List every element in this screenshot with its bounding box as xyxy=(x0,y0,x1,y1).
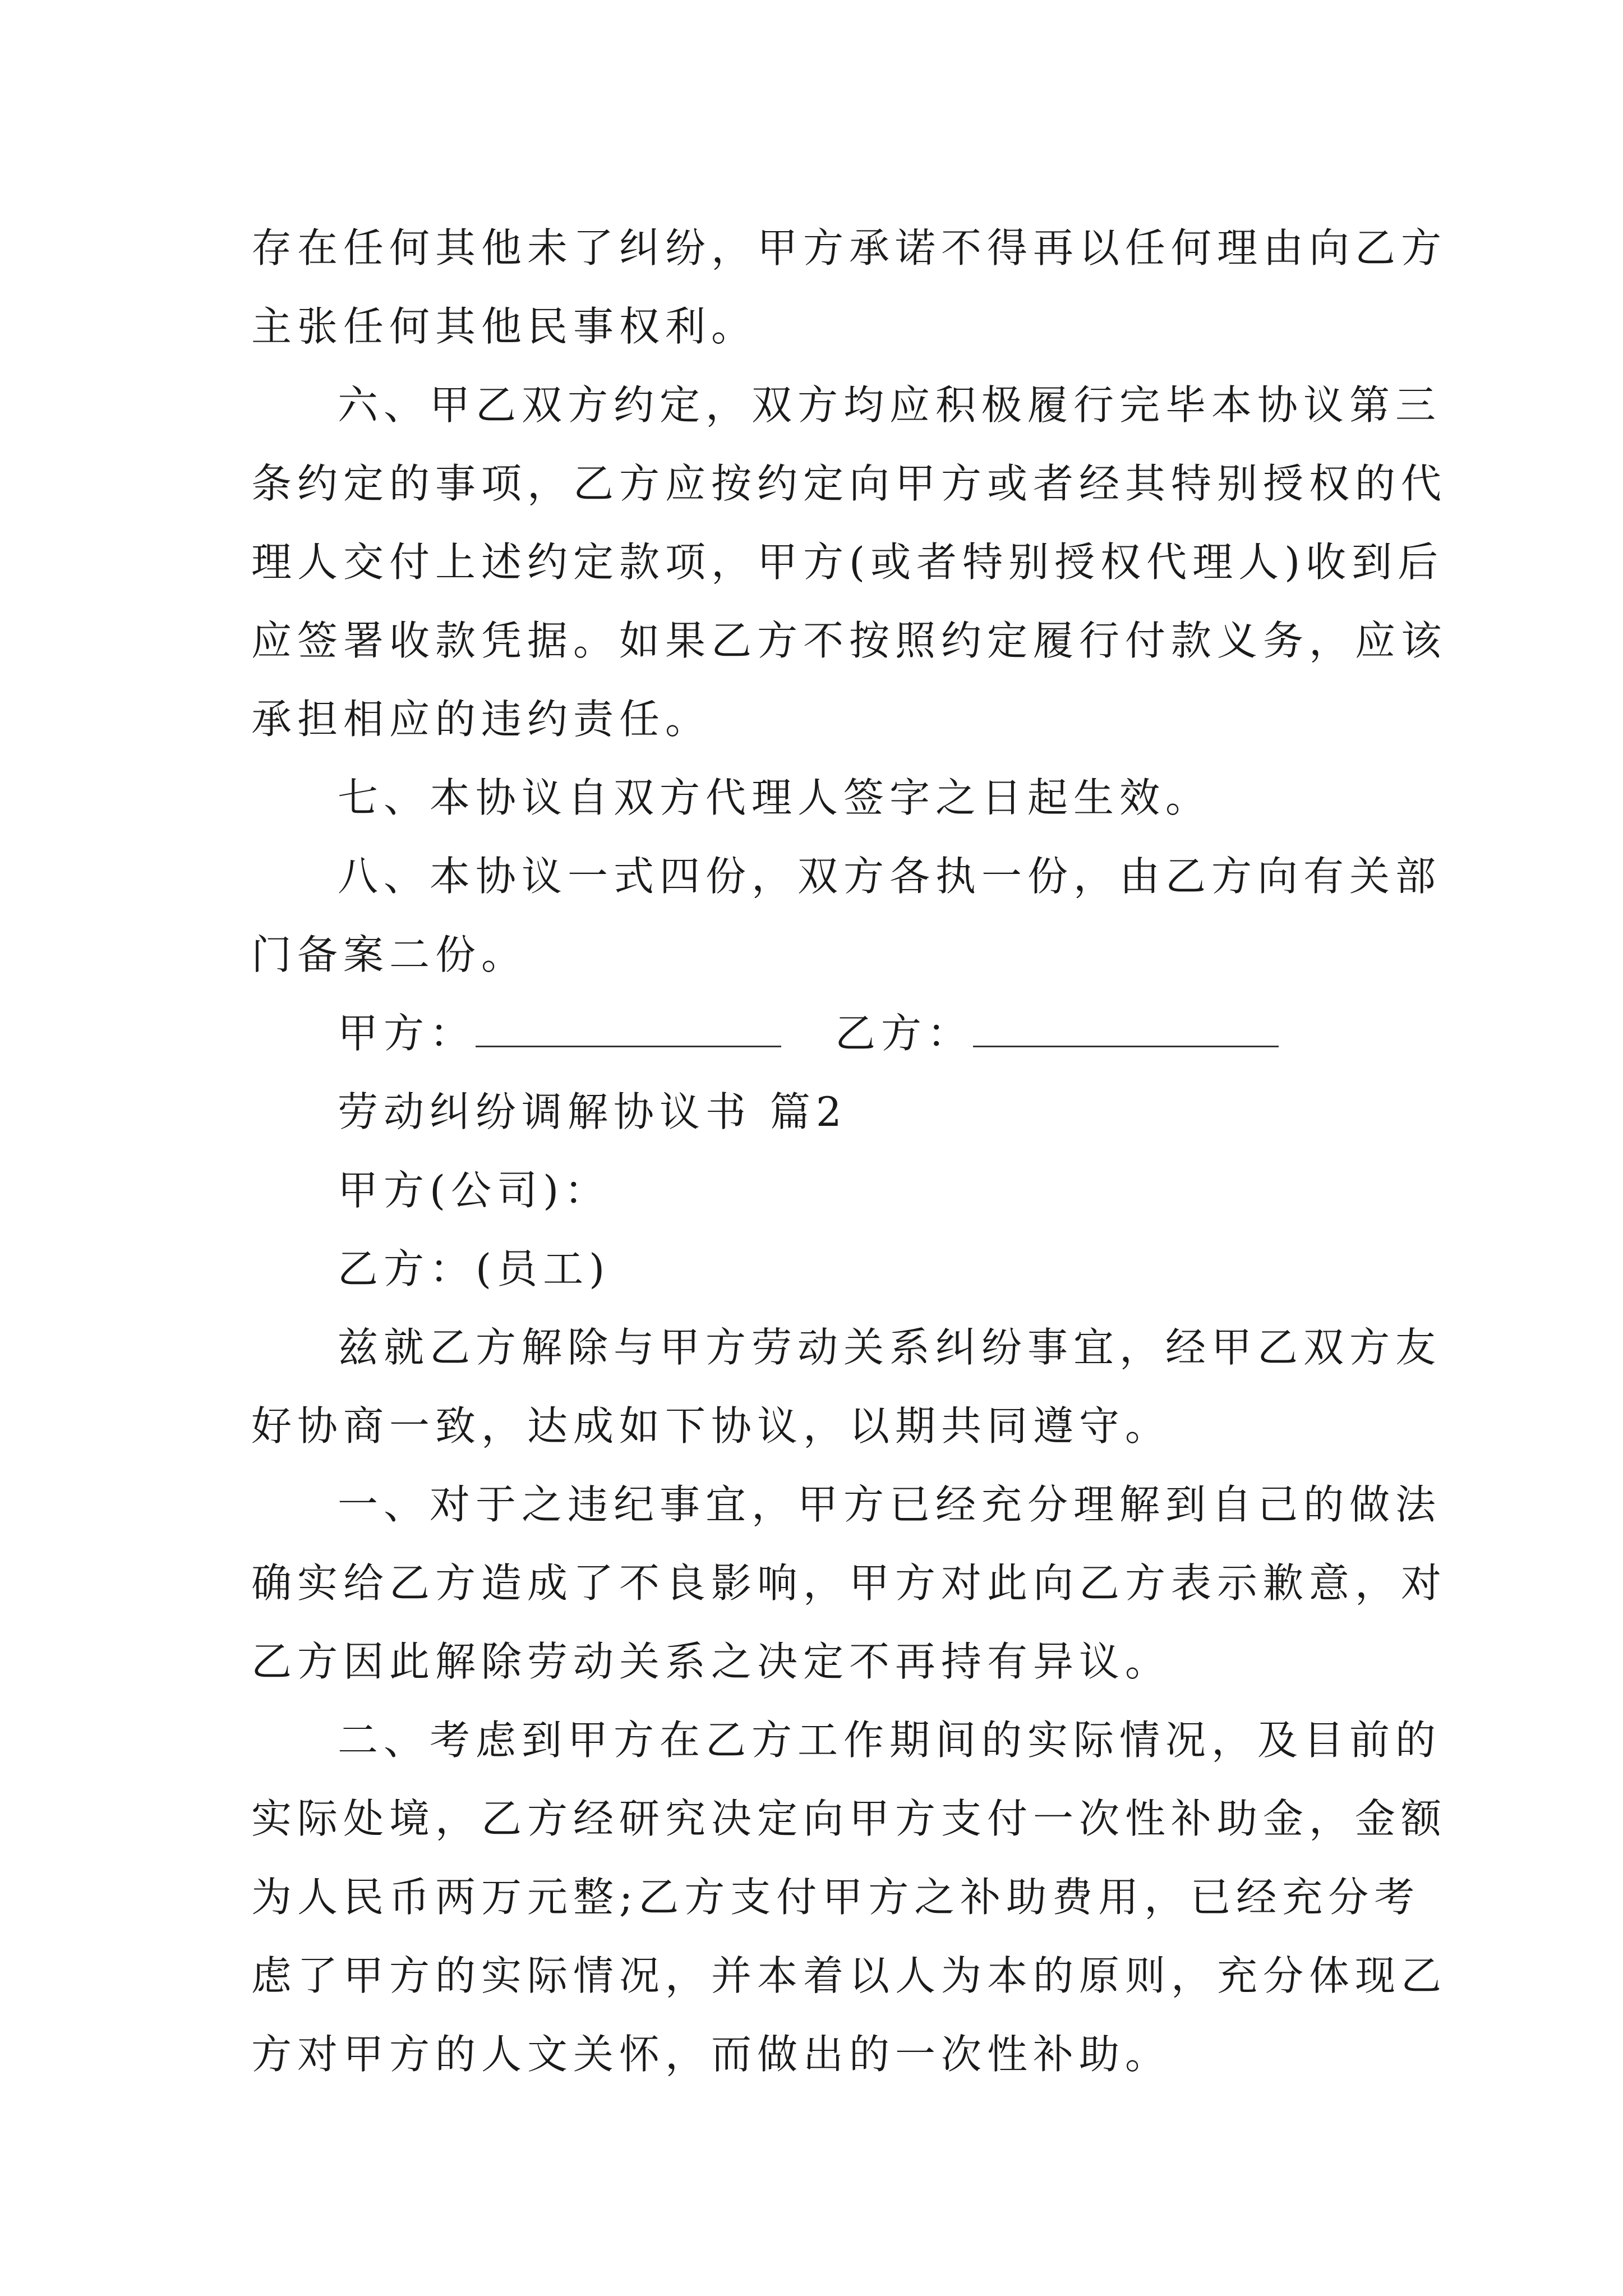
party-a-label: 甲方： xyxy=(338,1010,476,1057)
paragraph-line: 应签署收款凭据。如果乙方不按照约定履行付款义务，应该 xyxy=(251,617,1447,664)
party-b-employee-line: 乙方：(员工) xyxy=(338,1245,611,1292)
party-a-company-line: 甲方(公司)： xyxy=(338,1167,611,1214)
preamble-line: 兹就乙方解除与甲方劳动关系纠纷事宜，经甲乙双方友 xyxy=(338,1324,1442,1371)
paragraph-line: 门备案二份。 xyxy=(251,931,528,978)
party-b-signature-blank xyxy=(973,1012,1279,1047)
paragraph-line: 存在任何其他未了纠纷，甲方承诺不得再以任何理由向乙方 xyxy=(251,224,1447,272)
paragraph-line: 承担相应的违约责任。 xyxy=(251,696,712,743)
paragraph-line: 虑了甲方的实际情况，并本着以人为本的原则，充分体现乙 xyxy=(251,1952,1447,1999)
paragraph-line: 乙方因此解除劳动关系之决定不再持有异议。 xyxy=(251,1638,1172,1685)
section-title: 劳动纠纷调解协议书 篇2 xyxy=(338,1088,847,1135)
paragraph-line: 条约定的事项，乙方应按约定向甲方或者经其特别授权的代 xyxy=(251,460,1447,507)
party-a-signature-blank xyxy=(476,1012,781,1047)
paragraph-line: 实际处境，乙方经研究决定向甲方支付一次性补助金，金额 xyxy=(251,1795,1447,1842)
paragraph-line: 理人交付上述约定款项，甲方(或者特别授权代理人)收到后 xyxy=(251,539,1444,586)
clause-two-line: 二、考虑到甲方在乙方工作期间的实际情况，及目前的 xyxy=(338,1717,1442,1764)
clause-six-line: 六、甲乙双方约定，双方均应积极履行完毕本协议第三 xyxy=(338,381,1442,429)
clause-seven-line: 七、本协议自双方代理人签字之日起生效。 xyxy=(338,774,1212,821)
paragraph-line: 方对甲方的人文关怀，而做出的一次性补助。 xyxy=(251,2031,1172,2078)
party-b-label: 乙方： xyxy=(835,1010,974,1057)
paragraph-line: 好协商一致，达成如下协议，以期共同遵守。 xyxy=(251,1402,1172,1450)
clause-one-line: 一、对于之违纪事宜，甲方已经充分理解到自己的做法 xyxy=(338,1481,1442,1528)
paragraph-line: 确实给乙方造成了不良影响，甲方对此向乙方表示歉意，对 xyxy=(251,1559,1447,1607)
paragraph-line: 为人民币两万元整;乙方支付甲方之补助费用，已经充分考 xyxy=(251,1874,1421,1921)
clause-eight-line: 八、本协议一式四份，双方各执一份，由乙方向有关部 xyxy=(338,853,1442,900)
signature-row xyxy=(338,1005,1279,1061)
paragraph-line: 主张任何其他民事权利。 xyxy=(251,303,758,350)
